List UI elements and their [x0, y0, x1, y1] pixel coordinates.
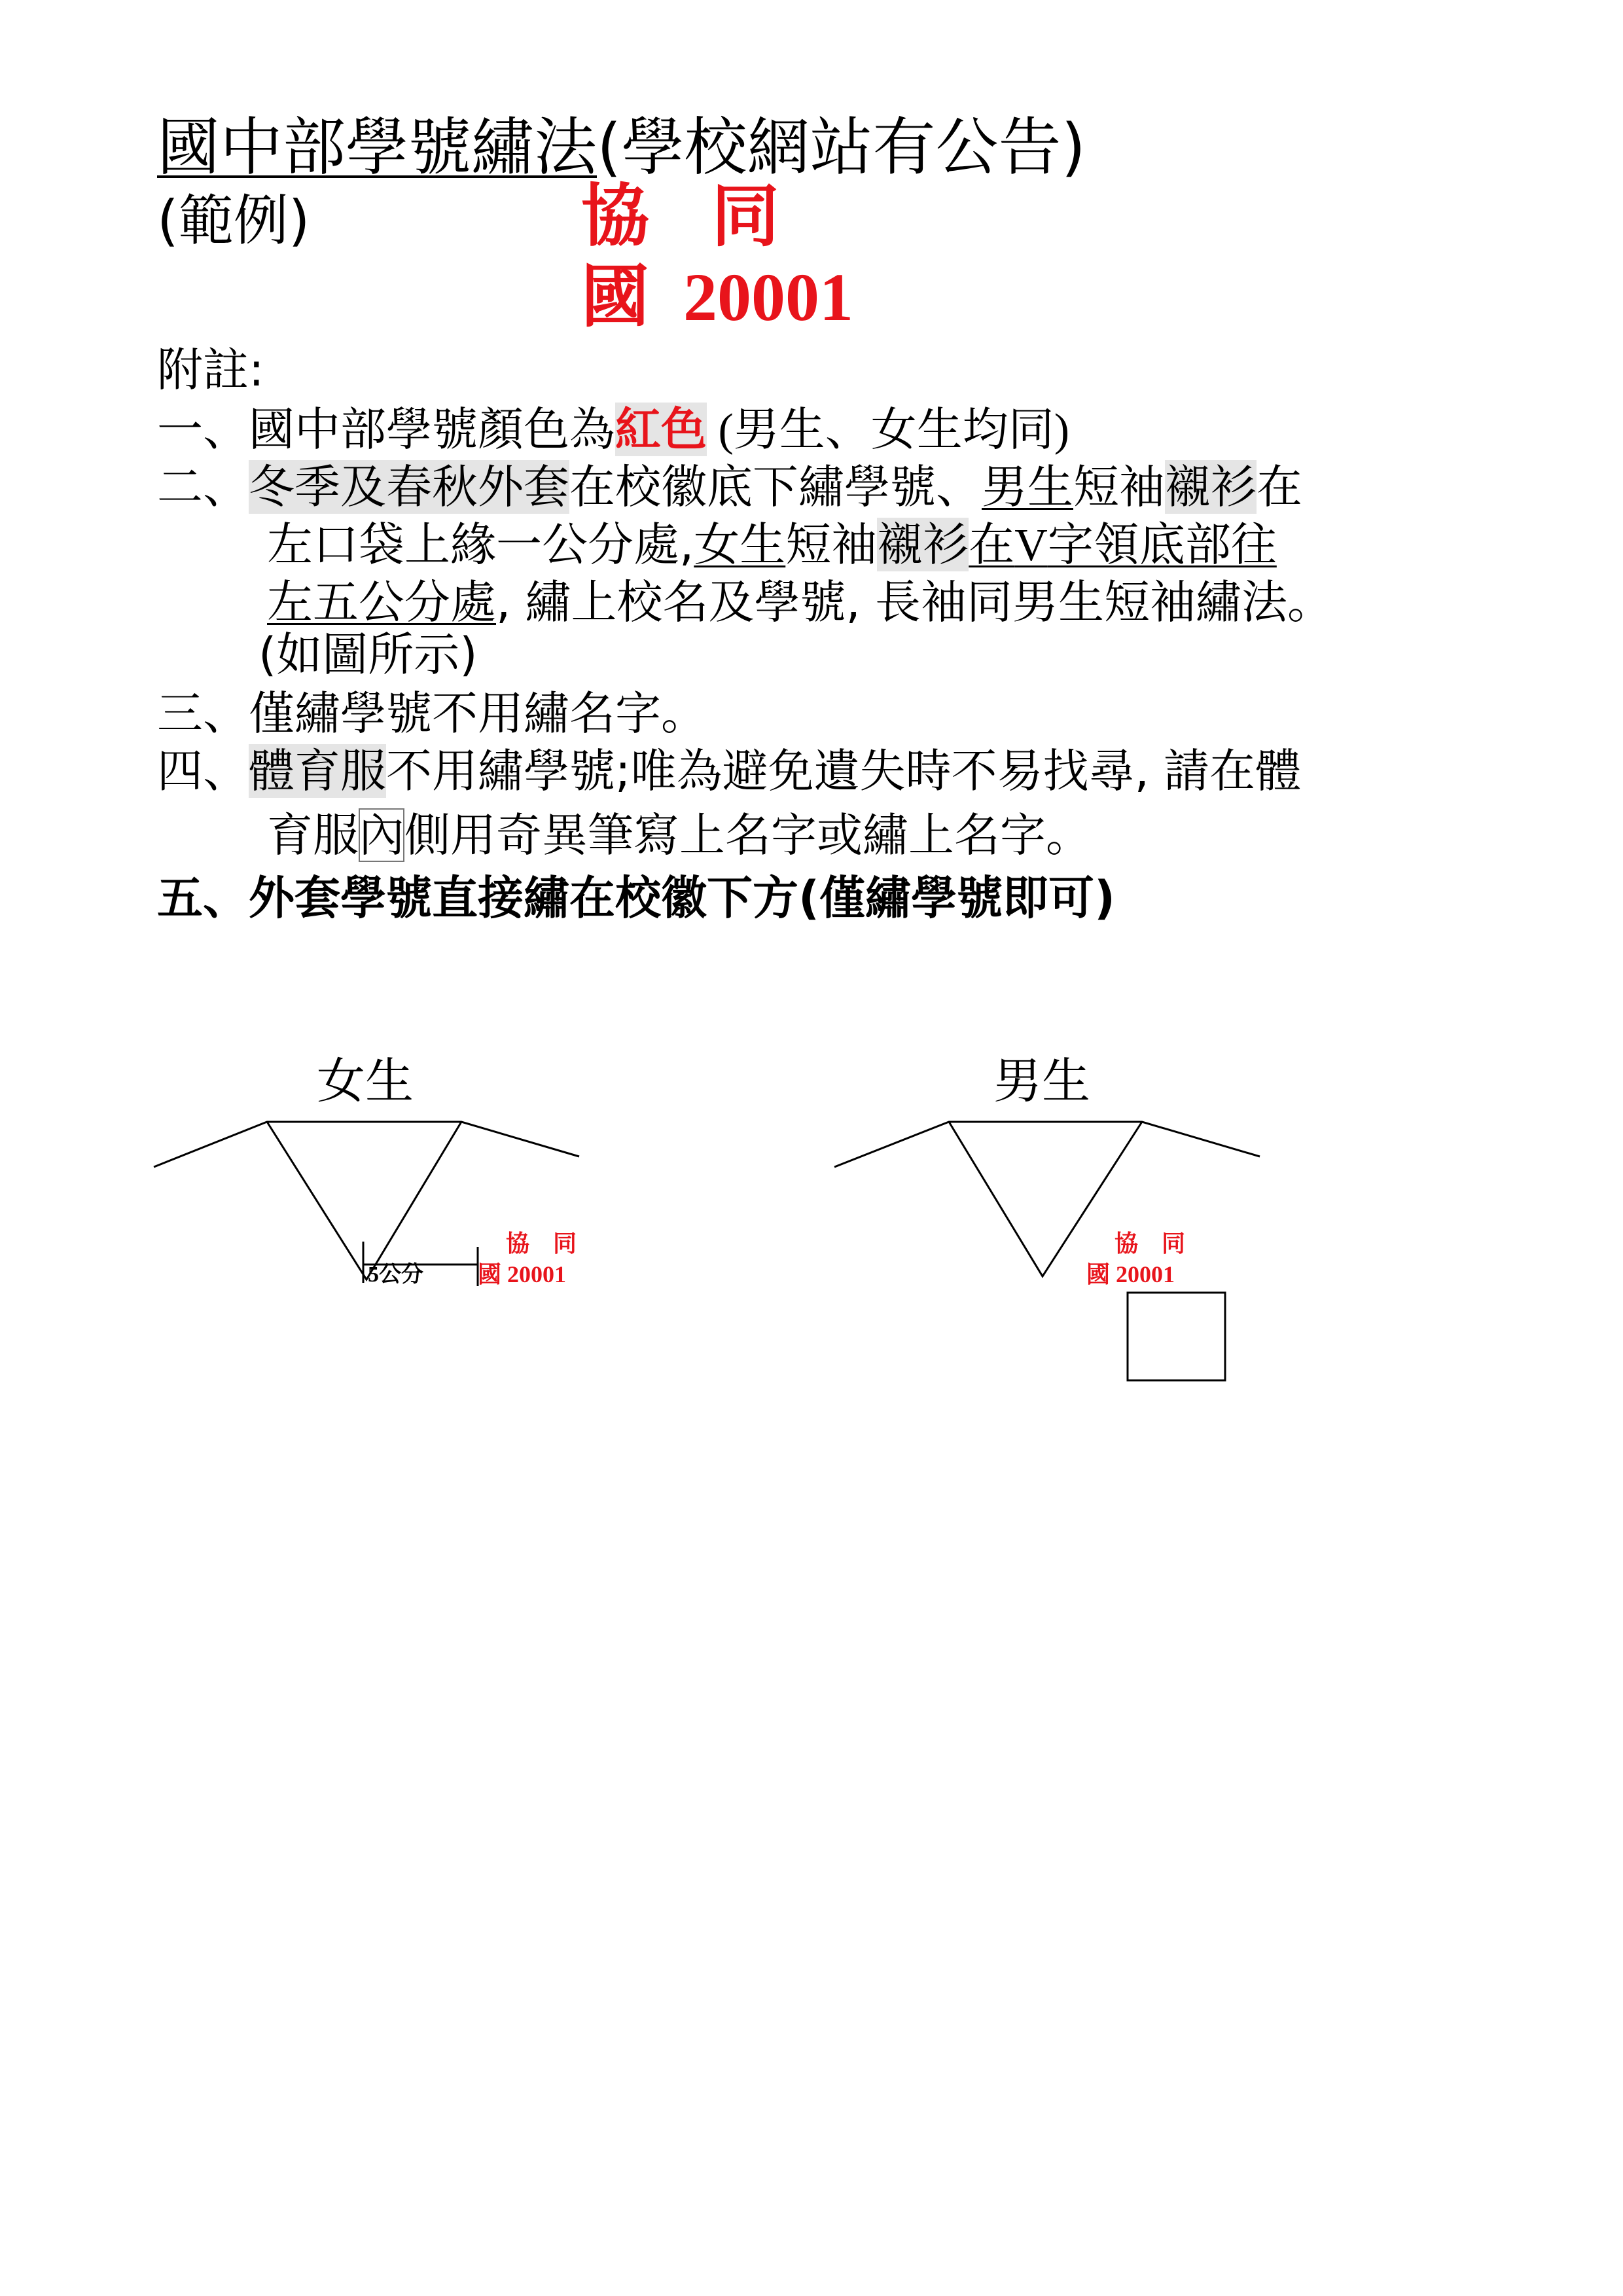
note4-pe-uniform: 體育服 — [249, 744, 386, 798]
note2-prefix: 二、 — [157, 460, 249, 514]
example-student-number: 20001 — [683, 260, 854, 335]
note2-collar: 字領底部往 — [1047, 518, 1277, 571]
example-char-tong: 同 — [711, 179, 780, 255]
note2-short2: 短袖 — [785, 518, 878, 571]
male-code-line1: 協 同 — [1115, 1230, 1186, 1257]
note2-male: 男生 — [982, 460, 1073, 514]
example-label: (範例) — [157, 188, 310, 253]
note4-uniform: 育服 — [267, 808, 359, 862]
note2-v: V — [1014, 520, 1048, 571]
note-item-5: 五、外套學號直接繡在校徽下方(僅繡學號即可) — [157, 871, 1115, 925]
male-code-line2: 國 20001 — [1086, 1261, 1175, 1287]
pocket-outline — [1128, 1293, 1225, 1380]
note1-color-word: 紅色 — [615, 403, 707, 456]
note2-five-cm: 左五公分處 — [267, 575, 496, 629]
female-code-line2: 國 20001 — [478, 1261, 567, 1287]
note2-embroider: , 繡上校名及學號, 長袖同男生短袖繡法。 — [496, 575, 1334, 629]
note2-coat: 冬季及春秋外套 — [249, 460, 569, 514]
note4-text: 側用奇異筆寫上名字或繡上名字。 — [404, 808, 1092, 862]
note2-text: 在校徽底下繡學號、 — [569, 460, 982, 514]
note2-shirt2: 襯衫 — [877, 518, 969, 571]
title-main: 國中部學號繡法 — [157, 111, 597, 184]
note2-at2: 在 — [969, 518, 1015, 571]
male-label: 男生 — [993, 1053, 1090, 1109]
distance-label: 5公分 — [368, 1263, 423, 1287]
note4-rest: 不用繡學號;唯為避免遺失時不易找尋, 請在體 — [386, 744, 1302, 798]
note4-prefix: 四、 — [157, 744, 249, 798]
male-collar — [834, 1122, 1260, 1276]
note2-short: 短袖 — [1073, 460, 1165, 514]
example-char-guo: 國 — [581, 260, 650, 335]
female-code-line1: 協 同 — [506, 1230, 577, 1257]
note1-suffix: (男生、女生均同) — [707, 405, 1070, 456]
example-char-xie: 協 — [581, 179, 650, 255]
note-item-3: 三、僅繡學號不用繡名字。 — [157, 687, 707, 740]
note1-prefix: 一、國中部學號顏色為 — [157, 403, 615, 456]
note4-inside: 內 — [359, 808, 404, 862]
note2-at: 在 — [1257, 460, 1302, 514]
note2-shirt: 襯衫 — [1165, 460, 1257, 514]
note-item-2-line4: (如圖所示) — [259, 628, 478, 681]
note2-female: 女生 — [694, 518, 786, 571]
female-label: 女生 — [317, 1053, 414, 1109]
note2-pocket: 左口袋上緣一公分處, — [267, 518, 694, 571]
title-suffix: (學校網站有公告) — [597, 111, 1086, 184]
notes-heading: 附註: — [157, 343, 264, 397]
